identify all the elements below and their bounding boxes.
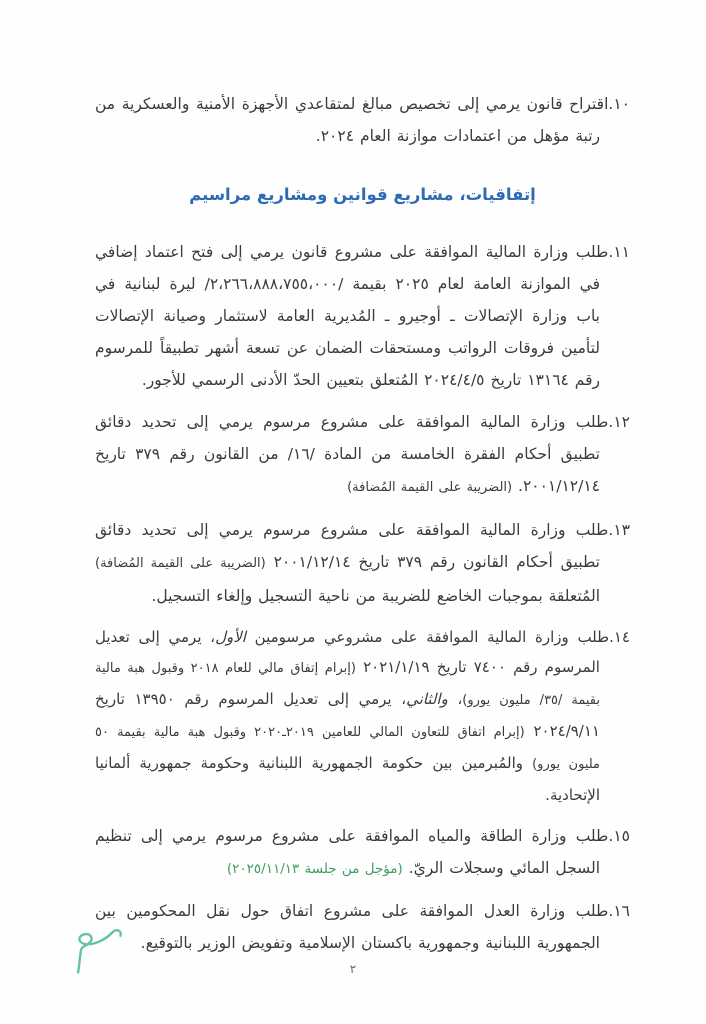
item-text-segment: ، يرمي إلى تعديل المرسوم رقم ٧٤٠٠ تاريخ ٢٠٢١/١/١٩ [95, 628, 600, 676]
agenda-item [95, 895, 630, 959]
deferred-note: (مؤجل من جلسة ٢٠٢٥/١١/١٣) [226, 861, 403, 877]
agenda-item [95, 820, 630, 885]
item-text-segment: طلب وزارة العدل الموافقة على مشروع اتفاق حول نقل المحكومين بين الجمهورية اللبنانية وجمهورية باكستان الإسلامية وتفويض الوزير بالتوقيع. [95, 902, 609, 952]
agenda-item [95, 622, 630, 810]
item-text-segment: (إبرام اتفاق للتعاون المالي للعامين ٢٠١٩ـ٢٠٢٠ وقبول هبة مالية بقيمة ٥٠ مليون يورو) [95, 725, 601, 772]
item-text-segment: ، [447, 690, 463, 708]
agenda-item [95, 88, 630, 152]
agenda-item [95, 514, 630, 612]
item-text-segment: طلب وزارة الطاقة والمياه الموافقة على مشروع مرسوم يرمي إلى تنظيم السجل المائي وسجلات الريّ. [95, 827, 609, 877]
item-number: ١٥. [608, 827, 630, 845]
item-text-segment: والمُبرمين بين حكومة الجمهورية اللبنانية وحكومة جمهورية ألمانيا الإتحادية. [95, 754, 600, 804]
item-text-segment: المُتعلقة بموجبات الخاضع للضريبة من ناحية التسجيل وإلغاء التسجيل. [151, 587, 600, 605]
item-number: ١٦. [608, 902, 630, 920]
item-number: ١٢. [608, 413, 630, 431]
items-after-heading [95, 236, 630, 959]
item-number: ١١. [608, 243, 630, 261]
item-text-segment: (الضريبة على القيمة المُضافة) [347, 480, 513, 495]
item-text-segment: الأول [215, 628, 246, 646]
page-number: ٢ [349, 962, 357, 976]
item-number: ١٣. [608, 521, 630, 539]
item-text-segment: طلب وزارة المالية الموافقة على مشروع مرسوم يرمي إلى تحديد دقائق تطبيق أحكام القانون رقم ٣٧٩ تاريخ ٢٠٠١/١٢/١٤ [95, 521, 609, 571]
item-text-segment: والثاني [406, 690, 448, 708]
items-before-heading [95, 88, 630, 152]
item-text-segment: (الضريبة على القيمة المُضافة) [95, 556, 266, 571]
item-number: ١٤. [609, 628, 630, 646]
item-text-segment: طلب وزارة المالية الموافقة على مشروع قانون يرمي إلى فتح اعتماد إضافي في الموازنة العامة لعام ٢٠٢٥ بقيمة /٢،٢٦٦،٨٨٨،٧٥٥،٠٠٠/ ليرة لبنانية في باب وزارة الإتصالات ـ أوجيرو ـ المُديرية العامة لاستثمار وصيانة الإتصالات لتأمين فروقات الرواتب ومستحقات الضمان عن تسعة أشهر تطبيقاً للمرسوم رقم ١٣١٦٤ تاريخ ٢٠٢٤/٤/٥ المُتعلق بتعيين الحدّ الأدنى الرسمي للأجور. [95, 243, 609, 389]
item-text-segment: اقتراح قانون يرمي إلى تخصيص مبالغ لمتقاعدي الأجهزة الأمنية والعسكرية من رتبة مؤهل من اعتمادات موازنة العام ٢٠٢٤. [95, 95, 609, 145]
item-text-segment: طلب وزارة المالية الموافقة على مشروعي مرسومين [245, 628, 610, 646]
agenda-item [95, 236, 630, 396]
section-heading: إتفاقيات، مشاريع قوانين ومشاريع مراسيم [189, 185, 536, 204]
agenda-item [95, 406, 630, 504]
item-text-segment: ، يرمي إلى تعديل المرسوم رقم ١٣٩٥٠ تاريخ ٢٠٢٤/٩/١١ [95, 690, 600, 740]
item-text-segment: (إبرام إتفاق مالي للعام ٢٠١٨ وقبول هبة مالية بقيمة /٣٥/ مليون يورو) [95, 661, 600, 708]
item-number: ١٠. [608, 95, 630, 113]
document-body [95, 88, 630, 969]
item-text-segment: طلب وزارة المالية الموافقة على مشروع مرسوم يرمي إلى تحديد دقائق تطبيق أحكام الفقرة الخامسة من المادة /١٦/ من القانون رقم ٣٧٩ تاريخ ٢٠٠١/١٢/١٤. [95, 413, 609, 495]
